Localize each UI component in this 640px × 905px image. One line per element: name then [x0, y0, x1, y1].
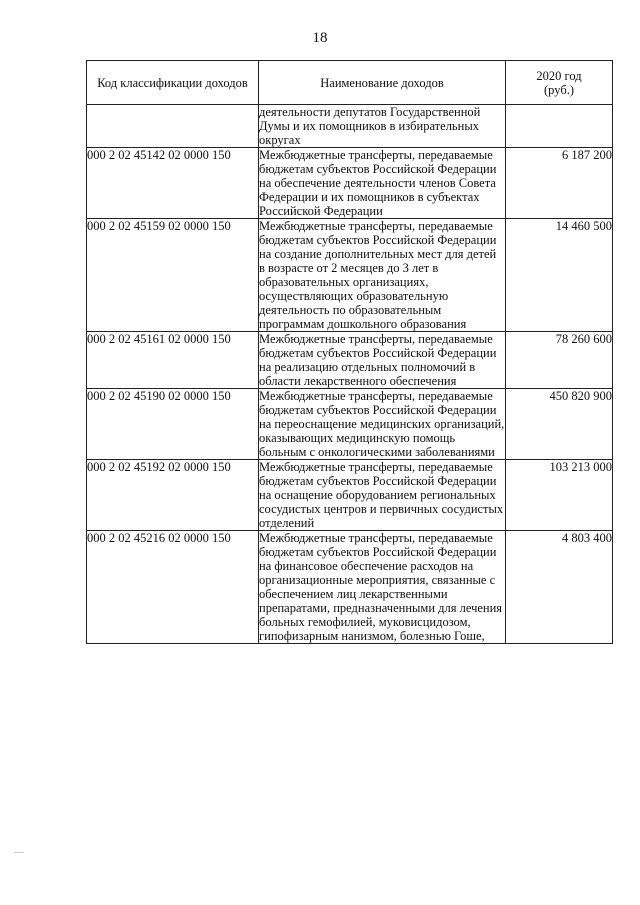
amount-2020: 4 803 400 [506, 531, 613, 644]
table-row [87, 219, 613, 332]
header-code: Код классификации доходов [87, 61, 259, 105]
table-row [87, 460, 613, 531]
income-name: Межбюджетные трансферты, передаваемые бюджетам субъектов Российской Федерации на создание дополнительных мест для детей в возрасте от 2 месяцев до 3 лет в образовательных организациях, осуществляющих образовательную деятельность по образовательным программам дошкольного образования [259, 219, 506, 332]
amount-2020 [506, 105, 613, 148]
classification-code: 000 2 02 45161 02 0000 150 [87, 332, 259, 389]
page-number: 18 [312, 30, 328, 46]
income-name: Межбюджетные трансферты, передаваемые бюджетам субъектов Российской Федерации на переоснащение медицинских организаций, оказывающих медицинскую помощь больным с онкологическими заболеваниями [259, 389, 505, 459]
classification-code: 000 2 02 45142 02 0000 150 [87, 148, 259, 219]
income-name: Межбюджетные трансферты, передаваемые бюджетам субъектов Российской Федерации на обеспечение деятельности членов Совета Федерации и их помощников в субъектах Российской Федерации [259, 148, 506, 219]
table-row [87, 105, 613, 148]
scan-artifact [14, 852, 24, 853]
amount-2020: 78 260 600 [506, 332, 613, 389]
amount-2020: 6 187 200 [506, 148, 613, 219]
amount-2020: 14 460 500 [506, 219, 613, 332]
income-name: деятельности депутатов Государственной Думы и их помощников в избирательных округах [259, 105, 506, 148]
classification-code: 000 2 02 45216 02 0000 150 [87, 531, 259, 644]
classification-code: 000 2 02 45190 02 0000 150 [87, 389, 259, 460]
amount-2020: 450 820 900 [506, 389, 613, 460]
table-row [87, 531, 613, 644]
table-header-row [87, 61, 613, 105]
amount-2020: 103 213 000 [506, 460, 613, 531]
table-row [87, 148, 613, 219]
classification-code: 000 2 02 45159 02 0000 150 [87, 219, 259, 332]
header-amount-unit: (руб.) [544, 82, 574, 97]
income-name: Межбюджетные трансферты, передаваемые бюджетам субъектов Российской Федерации на оснащение оборудованием региональных сосудистых центров и первичных сосудистых отделений [259, 460, 506, 531]
income-table [86, 60, 613, 644]
income-name: Межбюджетные трансферты, передаваемые бюджетам субъектов Российской Федерации на реализацию отдельных полномочий в области лекарственного обеспечения [259, 332, 506, 389]
header-name: Наименование доходов [259, 61, 506, 105]
classification-code: 000 2 02 45192 02 0000 150 [87, 460, 259, 531]
header-amount [506, 61, 613, 105]
table-row [87, 332, 613, 389]
header-amount-year: 2020 год [536, 68, 582, 83]
income-name: Межбюджетные трансферты, передаваемые бюджетам субъектов Российской Федерации на финансовое обеспечение расходов на организационные мероприятия, связанные с обеспечением лиц лекарственными препаратами, предназначенными для лечения больных гемофилией, муковисцидозом, гипофизарным нанизмом, болезнью Гоше, [259, 531, 506, 644]
table-row [87, 389, 613, 460]
classification-code [87, 105, 259, 148]
